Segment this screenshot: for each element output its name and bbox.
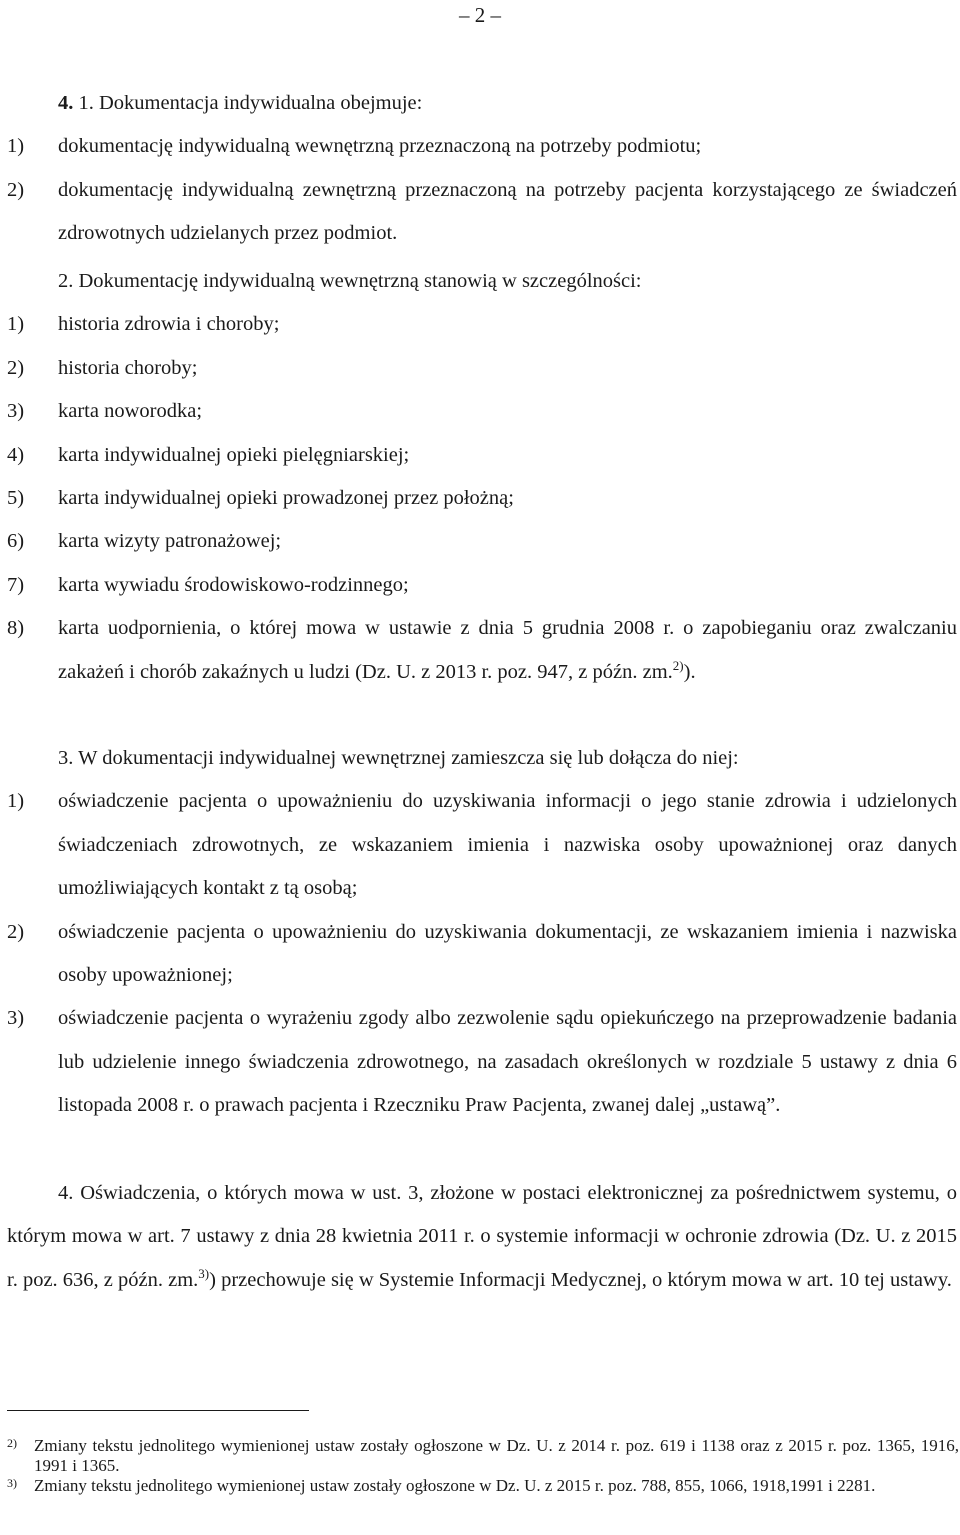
list-item: 1) historia zdrowia i choroby; — [7, 313, 280, 336]
list-item: 6) karta wizyty patronażowej; — [7, 530, 282, 553]
list-item: 2) dokumentację indywidualną zewnętrzną przeznaczoną na potrzeby pacjenta korzystającego ze świadczeń zdrowotnych udzielanych przez podmiot. — [7, 178, 957, 245]
section-2-lead: 2. Dokumentację indywidualną wewnętrzną stanowią w szczególności: — [58, 270, 642, 292]
footnote-ref: 3) — [198, 1265, 210, 1281]
footnotes — [7, 1436, 959, 1496]
list-item: 2) oświadczenie pacjenta o upoważnieniu do uzyskiwania dokumentacji, ze wskazaniem imienia i nazwiska osoby upoważnionej; — [7, 920, 957, 987]
footnote: 2) Zmiany tekstu jednolitego wymienionej ustaw zostały ogłoszone w Dz. U. z 2014 r. poz. 619 i 1138 oraz z 2015 r. poz. 1365, 1916, 1991 i 1365. — [7, 1436, 959, 1475]
section-4-paragraph: 4. Oświadczenia, o których mowa w ust. 3, złożone w postaci elektronicznej za pośrednictwem systemu, o którym mowa w art. 7 ustawy z dnia 28 kwietnia 2011 r. o systemie informacji w ochronie zdrowia (Dz. U. z 2015 r. poz. 636, z późn. zm.$^{3)}$) przechowuje się w Systemie Informacji Medycznej, o którym mowa w art. 10 tej ustawy. — [7, 1182, 957, 1291]
list-item: 1) dokumentację indywidualną wewnętrzną przeznaczoną na potrzeby podmiotu; — [7, 135, 702, 158]
list-item: 7) karta wywiadu środowiskowo-rodzinnego; — [7, 573, 409, 596]
list-item: 8) karta uodpornienia, o której mowa w ustawie z dnia 5 grudnia 2008 r. o zapobieganiu oraz zwalczaniu zakażeń i chorób zakaźnych u ludzi (Dz. U. z 2013 r. poz. 947, z późn. zm.$^{2)}$). — [7, 617, 957, 683]
paragraph-number: 4. — [58, 92, 74, 114]
section-4 — [7, 1172, 957, 1302]
section-3-lead: 3. W dokumentacji indywidualnej wewnętrznej zamieszcza się lub dołącza do niej: — [58, 747, 739, 769]
footnote: 3) Zmiany tekstu jednolitego wymienionej ustaw zostały ogłoszone w Dz. U. z 2015 r. poz. 788, 855, 1066, 1918,1991 i 2281. — [7, 1476, 876, 1495]
footnote-ref: 2) — [672, 657, 684, 673]
section-1 — [7, 82, 957, 256]
list-item: 3) karta noworodka; — [7, 400, 203, 423]
list-item: 3) oświadczenie pacjenta o wyrażeniu zgody albo zezwolenie sądu opiekuńczego na przeprowadzenie badania lub udzielenie innego świadczenia zdrowotnego, na zasadach określonych w rozdziale 5 ustawy z dnia 6 listopada 2008 r. o prawach pacjenta i Rzeczniku Praw Pacjenta, zwanej dalej „ustawą”. — [7, 1007, 957, 1117]
list-item: 1) oświadczenie pacjenta o upoważnieniu do uzyskiwania informacji o jego stanie zdrowia i udzielonych świadczeniach zdrowotnych, ze wskazaniem imienia i nazwiska osoby upoważnionej oraz danych umożliwiających kontakt z tą osobą; — [7, 790, 957, 900]
section-1-lead: 4. 1. Dokumentacja indywidualna obejmuje: — [58, 92, 423, 114]
section-3 — [7, 737, 957, 1128]
footnote-divider — [7, 1410, 309, 1411]
list-item: 5) karta indywidualnej opieki prowadzonej przez położną; — [7, 487, 514, 510]
list-item: 2) historia choroby; — [7, 356, 198, 379]
section-2 — [7, 260, 957, 694]
page-number: – 2 – — [459, 3, 501, 27]
list-item: 4) karta indywidualnej opieki pielęgniarskiej; — [7, 443, 410, 466]
